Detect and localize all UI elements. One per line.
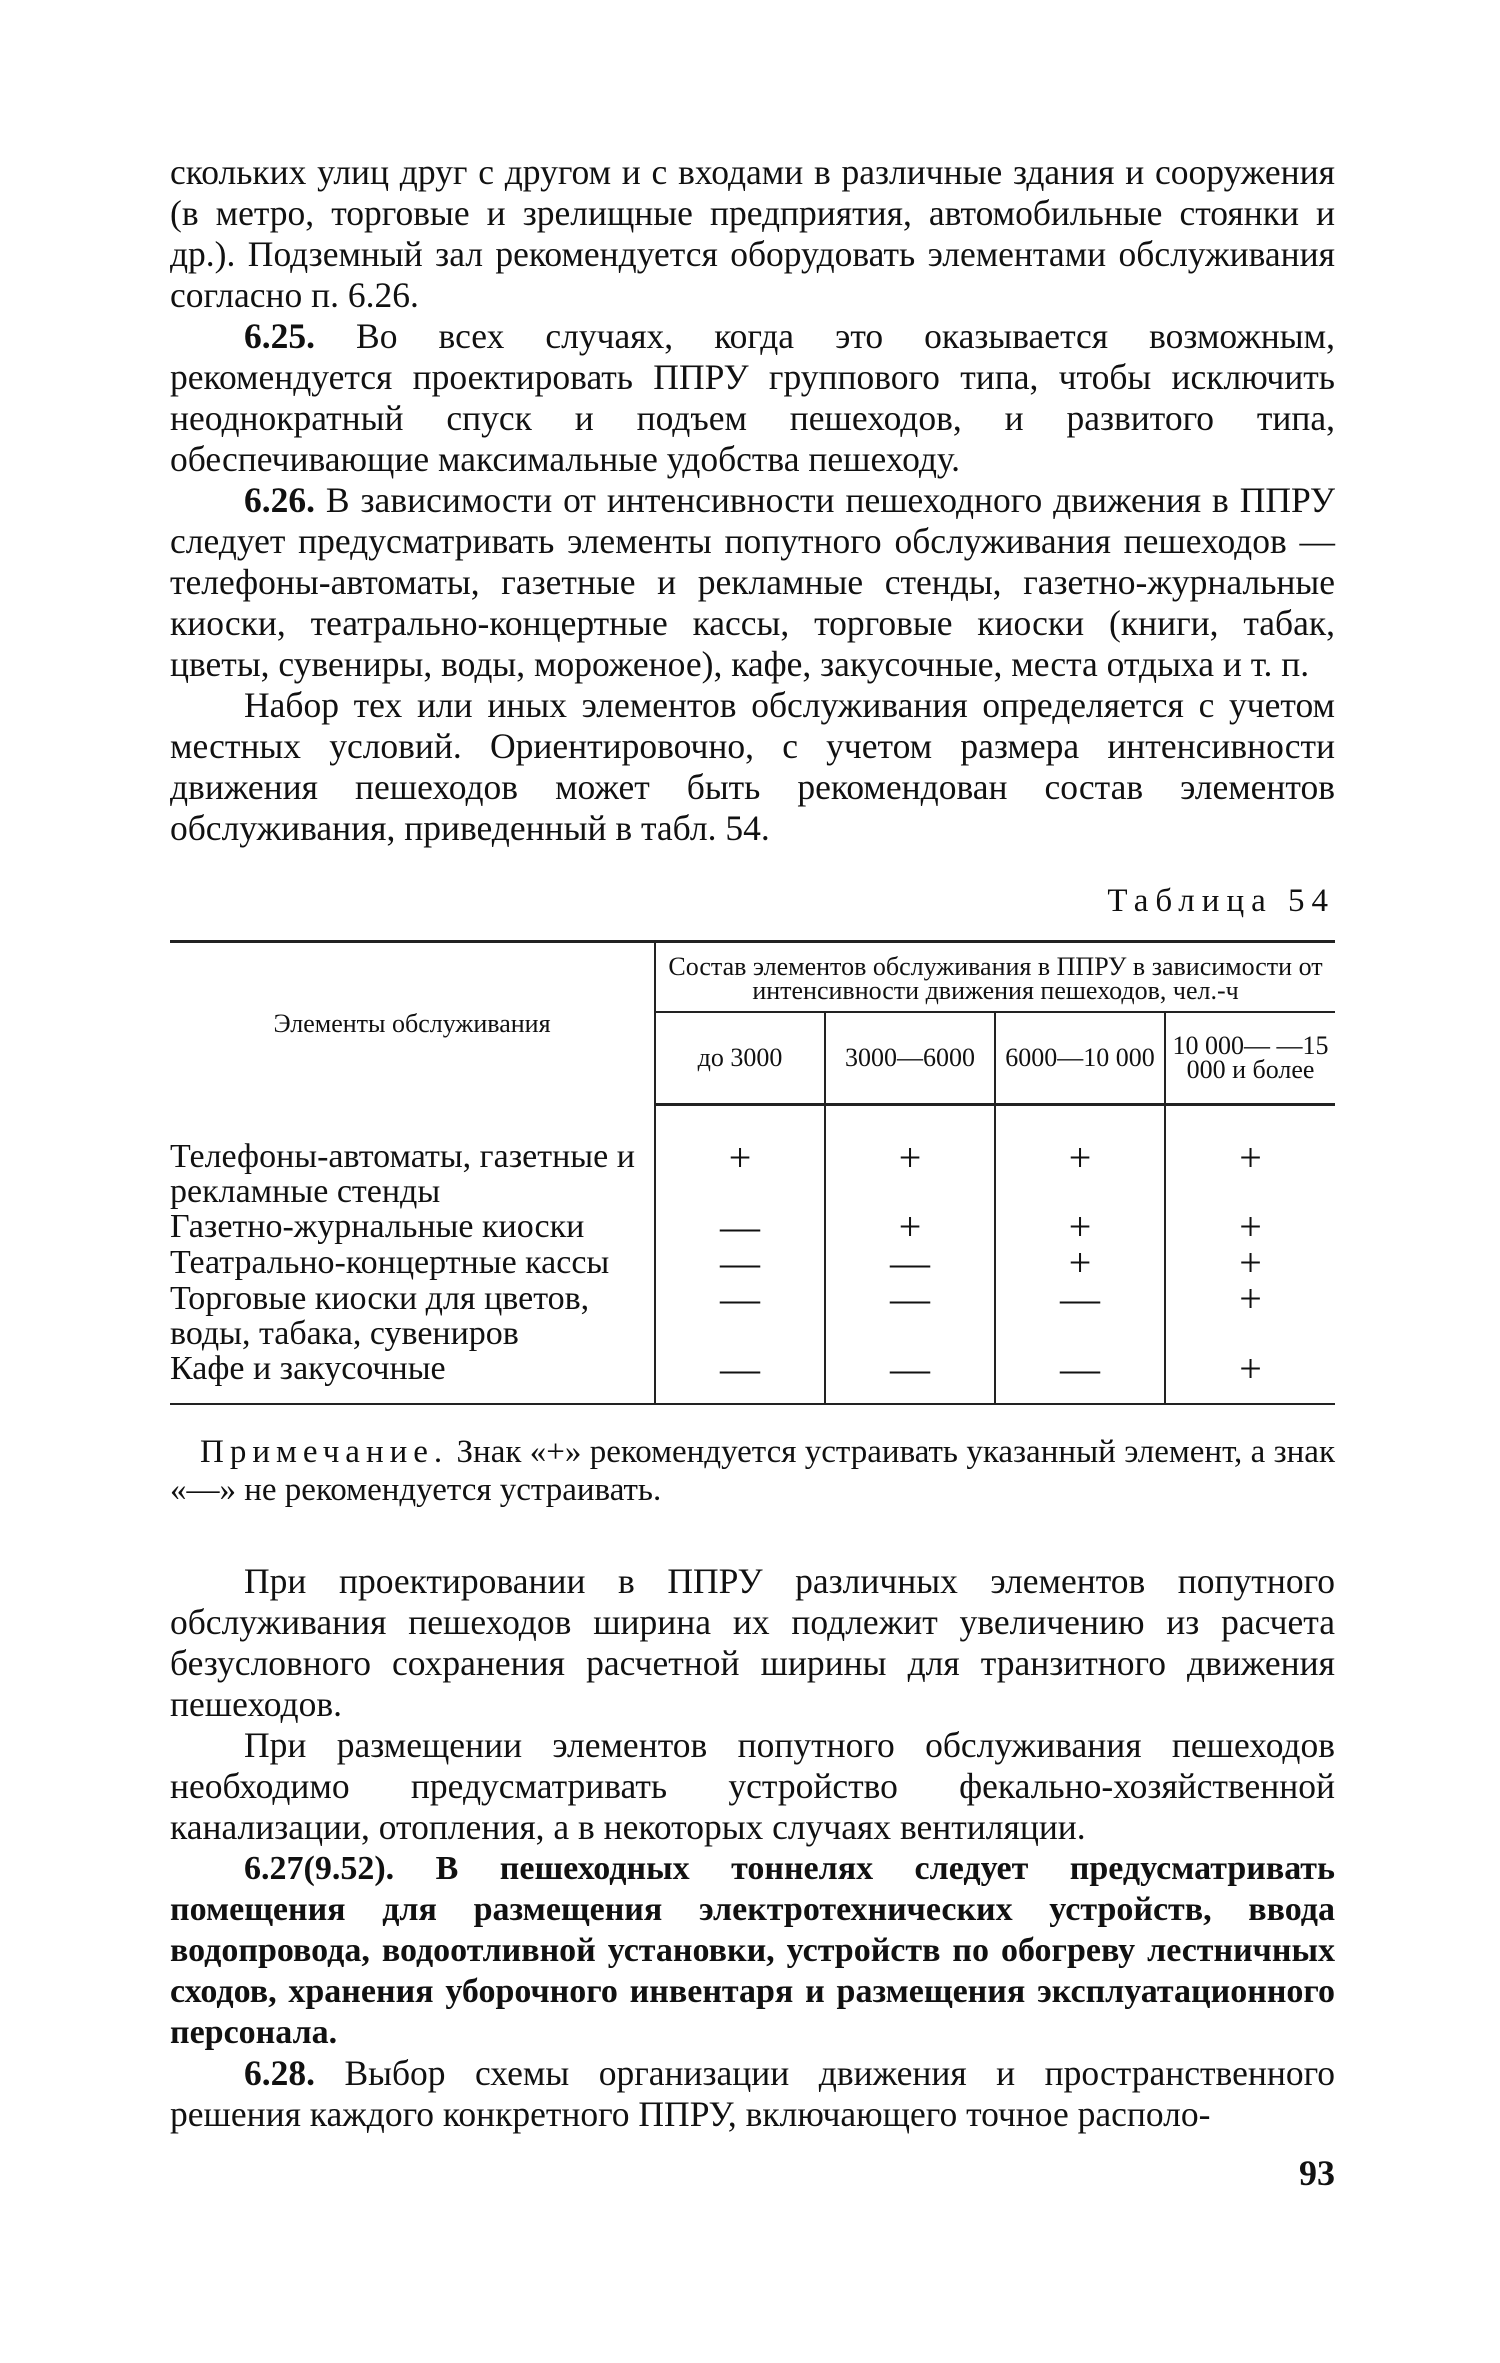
paragraph-text: скольких улиц друг с другом и с входами в различные здания и сооружения (в метро, торговые и зрелищные предприятия, автомобильные стоянки и др.). Подземный зал рекомендуется оборудовать элементами обслуживания согласно п. 6.26. — [170, 152, 1335, 315]
paragraph-bold — [170, 1848, 1335, 2053]
table-row — [170, 1351, 1335, 1404]
subheader-intensity-2: 3000—6000 — [825, 1012, 995, 1105]
row-label: Телефоны-автоматы, газетные и рекламные стенды — [170, 1137, 635, 1210]
clause-number: 6.26. — [244, 480, 315, 520]
paragraph-text: Во всех случаях, когда это оказывается возможным, рекомендуется проектировать ППРУ группового типа, чтобы исключить неоднократный спуск и подъем пешеходов, и развитого типа, обеспечивающие максимальные удобства пешеходу. — [170, 316, 1335, 479]
table-cell: — — [825, 1281, 995, 1351]
paragraph — [170, 316, 1335, 480]
table-cell: + — [655, 1105, 825, 1209]
table-row — [170, 1105, 1335, 1209]
table-cell: + — [1165, 1281, 1335, 1351]
table-row — [170, 1281, 1335, 1351]
row-label: Торговые киоски для цветов, воды, табака, сувениров — [170, 1279, 590, 1352]
table-caption: Таблица 54 — [1107, 883, 1335, 919]
bottom-paragraphs — [170, 1561, 1335, 2135]
table-note — [170, 1433, 1335, 1509]
top-paragraphs — [170, 152, 1335, 849]
subheader-intensity-3: 6000—10 000 — [995, 1012, 1165, 1105]
table-cell: — — [995, 1281, 1165, 1351]
paragraph — [170, 1561, 1335, 1725]
row-label: Газетно-журнальные киоски — [170, 1207, 585, 1245]
paragraph — [170, 2053, 1335, 2135]
page-number: 93 — [1299, 2153, 1335, 2193]
paragraph-text: В пешеходных тоннелях следует предусматривать помещения для размещения электротехнических устройств, ввода водопровода, водоотливной установки, устройств по обогреву лестничных сходов, хранения уборочного инвентаря и размещения эксплуатационного персонала. — [170, 1849, 1335, 2051]
paragraph — [170, 685, 1335, 849]
row-label: Кафе и закусочные — [170, 1351, 655, 1404]
table-cell: + — [825, 1209, 995, 1245]
paragraph-text: Выбор схемы организации движения и пространственного решения каждого конкретного ППРУ, включающего точное располо- — [170, 2052, 1335, 2134]
table-54 — [170, 940, 1335, 1405]
paragraph — [170, 1725, 1335, 1848]
paragraph-text: При проектировании в ППРУ различных элементов попутного обслуживания пешеходов ширина их подлежит увеличению из расчета безусловного сохранения расчетной ширины для транзитного движения пешеходов. — [170, 1560, 1335, 1724]
note-label: Примечание. — [200, 1433, 449, 1470]
paragraph — [170, 152, 1335, 316]
table-cell: + — [995, 1105, 1165, 1209]
table-cell: — — [655, 1351, 825, 1404]
table-cell: + — [995, 1209, 1165, 1245]
table-cell: + — [1165, 1209, 1335, 1245]
table-cell: — — [995, 1351, 1165, 1404]
paragraph-text: При размещении элементов попутного обслуживания пешеходов необходимо предусматривать устройство фекально-хозяйственной канализации, отопления, а в некоторых случаях вентиляции. — [170, 1724, 1335, 1847]
clause-number: 6.25. — [244, 316, 315, 356]
table-cell: — — [655, 1245, 825, 1281]
clause-number: 6.28. — [244, 2052, 315, 2093]
paragraph-text: Набор тех или иных элементов обслуживания определяется с учетом местных условий. Ориентировочно, с учетом размера интенсивности движения пешеходов может быть рекомендован состав элементов обслуживания, приведенный в табл. 54. — [170, 685, 1335, 848]
row-label: Театрально-концертные кассы — [170, 1243, 610, 1281]
note-text: Знак «+» рекомендуется устраивать указанный элемент, а знак «—» не рекомендуется устраивать. — [170, 1433, 1335, 1508]
table-cell: + — [1165, 1351, 1335, 1404]
subheader-intensity-4: 10 000— —15 000 и более — [1165, 1012, 1335, 1105]
table-cell: — — [825, 1351, 995, 1404]
table-cell: — — [825, 1245, 995, 1281]
table-cell: + — [825, 1105, 995, 1209]
clause-number: 6.27(9.52). — [244, 1849, 395, 1887]
paragraph-text: В зависимости от интенсивности пешеходного движения в ППРУ следует предусматривать элементы попутного обслуживания пешеходов — телефоны-автоматы, газетные и рекламные стенды, газетно-журнальные киоски, театрально-концертные кассы, торговые киоски (книги, табак, цветы, сувениры, воды, мороженое), кафе, закусочные, места отдыха и т. п. — [170, 480, 1335, 684]
table-cell: + — [995, 1245, 1165, 1281]
table-cell: + — [1165, 1245, 1335, 1281]
group-header-composition: Состав элементов обслуживания в ППРУ в зависимости от интенсивности движения пешеходов, чел.-ч — [655, 942, 1335, 1013]
column-header-elements: Элементы обслуживания — [170, 942, 655, 1105]
table-cell: — — [655, 1281, 825, 1351]
table-cell: + — [1165, 1105, 1335, 1209]
paragraph — [170, 480, 1335, 685]
text-column — [170, 152, 1335, 2135]
table-cell: — — [655, 1209, 825, 1245]
subheader-intensity-1: до 3000 — [655, 1012, 825, 1105]
